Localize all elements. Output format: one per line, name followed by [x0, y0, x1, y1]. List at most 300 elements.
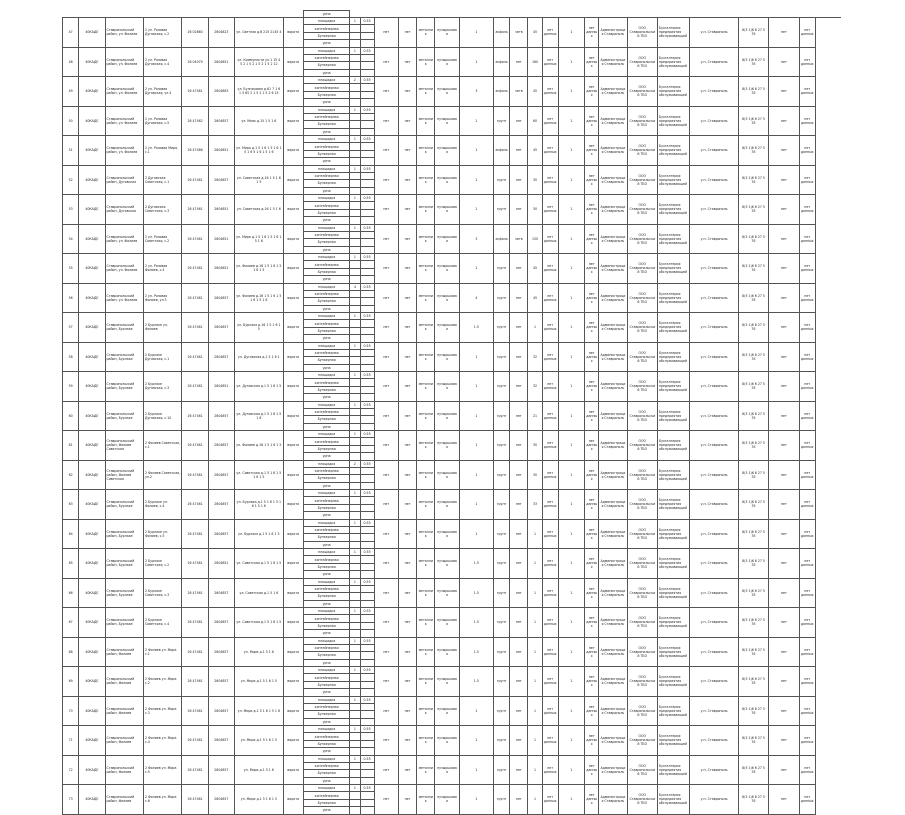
container-type-label: Бункерная: [304, 328, 350, 335]
cell-m2-part: [361, 571, 374, 577]
cell-m1-part: [350, 328, 359, 335]
cell-inn: 26 47461: [182, 608, 208, 638]
container-type-cell: [303, 755, 350, 785]
cell-addr: 2 ул. Розовая Дуговская, с.4: [143, 47, 181, 77]
cell-y: нет данных: [799, 165, 815, 195]
cell-bz: Бухгалтерия предприятия обслуживающей: [657, 785, 689, 815]
cell-m2-part: [361, 741, 374, 748]
cell-y: нет данных: [799, 77, 815, 107]
cell-y: нет данных: [799, 785, 815, 815]
cell-g: нет: [510, 47, 528, 77]
container-type-cell: [303, 136, 350, 166]
cell-m1: [350, 224, 360, 254]
cell-y: нет данных: [799, 431, 815, 461]
cell-b: нет: [398, 578, 416, 608]
cell-type: ворота: [283, 372, 303, 402]
cell-h: 45: [528, 18, 542, 48]
cell-tel: 8(5 1)6 6 27 5 35: [738, 696, 768, 726]
cell-bz: Бухгалтерия предприятия обслуживающей: [657, 401, 689, 431]
cell-m1-part: [350, 733, 359, 740]
container-type-cell: [303, 637, 350, 667]
container-type-label: площадка: [304, 313, 350, 320]
cell-sv: Администрация Ставрополь: [599, 254, 627, 284]
cell-sv: Администрация Ставрополь: [599, 106, 627, 136]
container-type-label: контейнерная: [304, 733, 350, 740]
cell-d: пузырьковая: [435, 401, 459, 431]
cell-e: 1.5: [459, 637, 493, 667]
cell-tel: 8(5 1)6 6 27 5 35: [738, 726, 768, 756]
cell-ooo: ООО Ставропольский ТБО: [627, 460, 657, 490]
cell-code: 40КАДЕ: [79, 165, 105, 195]
cell-sv: Администрация Ставрополь: [599, 283, 627, 313]
cell-type: ворота: [283, 726, 303, 756]
cell-c: металлик: [417, 165, 435, 195]
cell-m2-part: [361, 151, 374, 158]
cell-place: ул. Дуговская д.1 5 1 6 1: [235, 342, 284, 372]
table-row: [63, 18, 842, 48]
cell-m2: [360, 224, 374, 254]
cell-g: нет: [510, 490, 528, 520]
cell-sp: у.п. Ставрополь: [690, 460, 739, 490]
cell-m2-part: [361, 446, 374, 453]
cell-place: ул. Советская д.16 1 5 1 6 1 5: [235, 165, 284, 195]
cell-k: нет данных: [585, 47, 599, 77]
cell-kpp: 2604857: [208, 106, 234, 136]
cell-bz: Бухгалтерия предприятия обслуживающей: [657, 696, 689, 726]
cell-m1-part: [350, 542, 359, 548]
container-type-label: урна: [322, 218, 331, 223]
cell-f: асфаль: [494, 136, 510, 166]
container-type-cell: [303, 77, 350, 107]
container-type-label: Бункерная: [304, 623, 350, 630]
container-type-label: контейнерная: [304, 25, 350, 32]
cell-m2: [360, 18, 374, 48]
container-type-cell: [303, 195, 350, 225]
cell-sv: Администрация Ставрополь: [599, 785, 627, 815]
container-type-label: контейнерная: [304, 320, 350, 327]
cell-h: 30: [528, 431, 542, 461]
cell-b: нет: [398, 549, 416, 579]
cell-m2-part: [361, 792, 374, 799]
cell-j: 1: [558, 283, 584, 313]
cell-m1-part: 1: [350, 225, 359, 232]
cell-f: грунт: [494, 608, 510, 638]
cell-org: Ставропольский район, ул. Фолиев: [105, 106, 143, 136]
cell-x: нет: [769, 77, 799, 107]
cell-a: нет: [374, 401, 398, 431]
container-type-cell: [303, 431, 350, 461]
cell-m2-part: [361, 55, 374, 62]
container-type-label: Бункерная: [304, 180, 350, 187]
cell-f: грунт: [494, 401, 510, 431]
cell-k: нет данных: [585, 283, 599, 313]
container-type-label: Бункерная: [304, 357, 350, 364]
cell-m1-part: [350, 202, 359, 209]
cell-place: ул. Мира д.1 5 1 6 1 5: [235, 726, 284, 756]
cell-sp: у.п. Ставрополь: [690, 195, 739, 225]
cell-sp: у.п. Ставрополь: [690, 401, 739, 431]
cell-m2: [360, 490, 374, 520]
cell-type: ворота: [283, 578, 303, 608]
cell-org: Ставропольский район, Бурлаке: [105, 608, 143, 638]
cell-org: Ставропольский район, Фолиев: [105, 696, 143, 726]
cell-m1-part: [350, 630, 359, 636]
cell-c: металлик: [417, 726, 435, 756]
cell-m2-part: [361, 210, 374, 217]
cell-kpp: 2604857: [208, 431, 234, 461]
cell-k: нет данных: [585, 136, 599, 166]
cell-place: ул. Мира д.1 5 1 6 1 5: [235, 785, 284, 815]
cell-m2-part: 0.55: [361, 195, 374, 202]
cell-c: металлик: [417, 519, 435, 549]
cell-m2-part: 0.55: [361, 166, 374, 173]
cell-x: нет: [769, 106, 799, 136]
cell-g: нет: [510, 785, 528, 815]
container-type-label: Бункерная: [304, 269, 350, 276]
cell-x: нет: [769, 519, 799, 549]
container-type-label: урна: [322, 188, 331, 193]
cell-g: нет: [510, 696, 528, 726]
container-type-label: Бункерная: [304, 711, 350, 718]
cell-d: пузырьковая: [435, 18, 459, 48]
cell-n: 52: [63, 165, 79, 195]
cell-m2-part: [361, 180, 374, 187]
cell-m2-part: [361, 601, 374, 607]
cell-tel: 8(5 1)6 6 27 5 35: [738, 401, 768, 431]
container-type-label: контейнерная: [304, 527, 350, 534]
cell-d: пузырьковая: [435, 755, 459, 785]
container-type-label: контейнерная: [304, 143, 350, 150]
cell-m1: [350, 785, 360, 815]
container-type-cell: [303, 313, 350, 343]
cell-m2-part: 0.55: [361, 284, 374, 291]
cell-k: нет данных: [585, 165, 599, 195]
container-type-label: урна: [322, 159, 331, 164]
cell-m1-part: [350, 84, 359, 91]
cell-code: 40КАДЕ: [79, 283, 105, 313]
cell-m1-part: [350, 505, 359, 512]
cell-m2-part: [361, 394, 374, 400]
cell-m1-part: [350, 320, 359, 327]
cell-k: нет данных: [585, 401, 599, 431]
cell-y: нет данных: [799, 726, 815, 756]
cell-x: нет: [769, 165, 799, 195]
container-type-label: площадка: [304, 372, 350, 379]
cell-addr: 2 Фолиев ул. Мира с.2: [143, 667, 181, 697]
cell-tel: 8(5 1)6 6 27 5 35: [738, 224, 768, 254]
cell-m2: [360, 726, 374, 756]
cell-g: нет: [510, 401, 528, 431]
cell-f: грунт: [494, 342, 510, 372]
cell-bz: Бухгалтерия предприятия обслуживающей: [657, 313, 689, 343]
cell-code: 40КАДЕ: [79, 490, 105, 520]
container-type-label: Бункерная: [304, 505, 350, 512]
cell-m2-part: [361, 62, 374, 69]
cell-m2-part: [361, 733, 374, 740]
cell-m1-part: 1: [350, 697, 359, 704]
cell-g: нет: [510, 106, 528, 136]
cell-m1-part: [350, 660, 359, 666]
cell-n: 66: [63, 578, 79, 608]
cell-a: нет: [374, 726, 398, 756]
cell-k: нет данных: [585, 106, 599, 136]
cell-m2-part: 0.55: [361, 726, 374, 733]
cell-m1-part: [350, 593, 359, 600]
cell-sv: Администрация Ставрополь: [599, 313, 627, 343]
cell-m1: [350, 460, 360, 490]
cell-m1-part: [350, 674, 359, 681]
cell-c: металлик: [417, 77, 435, 107]
container-type-label: площадка: [304, 667, 350, 674]
cell-m1-part: [350, 121, 359, 128]
cell-b: нет: [398, 490, 416, 520]
cell-m2-part: [361, 689, 374, 695]
cell-inn: 26 47461: [182, 254, 208, 284]
table-row: [63, 637, 842, 667]
cell-i: нет данных: [542, 726, 558, 756]
cell-m2-part: 0.55: [361, 77, 374, 84]
table-body: [63, 11, 842, 815]
cell-sv: Администрация Ставрополь: [599, 165, 627, 195]
cell-x: нет: [769, 608, 799, 638]
cell-m1-part: [350, 210, 359, 217]
cell-m2-part: [361, 660, 374, 666]
cell-m1-part: [350, 468, 359, 475]
container-type-label: Бункерная: [304, 298, 350, 305]
cell-m1-part: [350, 424, 359, 430]
cell-c: металлик: [417, 136, 435, 166]
cell-inn: 26 47461: [182, 283, 208, 313]
cell-f: грунт: [494, 519, 510, 549]
container-type-label: площадка: [304, 726, 350, 733]
cell-y: нет данных: [799, 195, 815, 225]
cell-y: нет данных: [799, 106, 815, 136]
cell-sp: у.п. Ставрополь: [690, 431, 739, 461]
cell-sp: у.п. Ставрополь: [690, 519, 739, 549]
cell-f: грунт: [494, 578, 510, 608]
cell-j: 1: [558, 195, 584, 225]
cell-place: ул. Маяк д.15 1 5 1 6: [235, 106, 284, 136]
container-type-label: урна: [322, 542, 331, 547]
container-type-label: контейнерная: [304, 674, 350, 681]
cell-y: нет данных: [799, 460, 815, 490]
table-row: [63, 549, 842, 579]
cell-sp: у.п. Ставрополь: [690, 283, 739, 313]
cell-inn: 26 47466: [182, 136, 208, 166]
cell-ooo: ООО Ставропольский ТБО: [627, 785, 657, 815]
container-type-label: площадка: [304, 225, 350, 232]
cell-sv: Администрация Ставрополь: [599, 667, 627, 697]
cell-m2: [360, 608, 374, 638]
cell-m2-part: [361, 217, 374, 223]
cell-org: Ставропольский район, Бурлаке: [105, 578, 143, 608]
container-type-label: площадка: [304, 77, 350, 84]
container-type-label: контейнерная: [304, 379, 350, 386]
cell-kpp: 2604857: [208, 755, 234, 785]
container-type-cell: [303, 254, 350, 284]
cell-f: грунт: [494, 106, 510, 136]
cell-place: ул. Мира д.1 5 1 6 1 5: [235, 667, 284, 697]
cell-c: металлик: [417, 637, 435, 667]
cell-inn: 26 47461: [182, 401, 208, 431]
cell-m2-part: [361, 615, 374, 622]
cell-addr: 2 Бурлаке Советская, с.2: [143, 549, 181, 579]
cell-bz: Бухгалтерия предприятия обслуживающей: [657, 549, 689, 579]
cell-a: нет: [374, 283, 398, 313]
cell-m1-part: [350, 306, 359, 312]
table-row: [63, 47, 842, 77]
cell-e: 1.5: [459, 608, 493, 638]
cell-c: металлик: [417, 755, 435, 785]
cell-m2-part: [361, 623, 374, 630]
cell-place: ул. Булгаковая д.61 7 1 6 1 5 65 2 1 5 2 1 5 2 6 15: [235, 77, 284, 107]
cell-g: нет: [510, 637, 528, 667]
cell-bz: Бухгалтерия предприятия обслуживающей: [657, 519, 689, 549]
container-type-label: урна: [322, 808, 331, 813]
cell-k: нет данных: [585, 342, 599, 372]
cell-m2: [360, 637, 374, 667]
cell-bz: Бухгалтерия предприятия обслуживающей: [657, 77, 689, 107]
container-type-label: площадка: [304, 461, 350, 468]
cell-y: нет данных: [799, 224, 815, 254]
cell-m2-part: [361, 239, 374, 246]
cell-f: грунт: [494, 490, 510, 520]
cell-m1-part: [350, 534, 359, 541]
cell-place: ул. Дуговская д.1 5 1 6 1 5: [235, 372, 284, 402]
cell-h: 21: [528, 401, 542, 431]
container-type-label: Бункерная: [304, 564, 350, 571]
container-type-cell: [303, 401, 350, 431]
cell-code: 40КАДЕ: [79, 785, 105, 815]
cell-kpp: 2604857: [208, 608, 234, 638]
cell-place: ул. Фолиев д.16 1 5 1 6 1 5: [235, 431, 284, 461]
cell-sp: у.п. Ставрополь: [690, 224, 739, 254]
cell-g: нет: [510, 165, 528, 195]
cell-org: Ставропольский район, ул. Фолиев: [105, 18, 143, 48]
cell-e: 1.5: [459, 549, 493, 579]
cell-k: нет данных: [585, 578, 599, 608]
cell-org: Ставропольский район, Бурлаке: [105, 372, 143, 402]
table-row: [63, 254, 842, 284]
cell-m2-part: [361, 645, 374, 652]
cell-m2-part: [361, 778, 374, 784]
cell-j: 1: [558, 431, 584, 461]
cell-bz: Бухгалтерия предприятия обслуживающей: [657, 47, 689, 77]
cell-m2: [360, 785, 374, 815]
cell-c: металлик: [417, 696, 435, 726]
cell-m1-part: [350, 276, 359, 282]
cell-m2-part: [361, 291, 374, 298]
cell-addr: 2 ул. Розовая Мира, с.1: [143, 136, 181, 166]
container-type-label: площадка: [304, 254, 350, 261]
cell-x: нет: [769, 372, 799, 402]
container-type-cell: [303, 372, 350, 402]
cell-m1-part: [350, 379, 359, 386]
cell-m2: [360, 77, 374, 107]
cell-org: Ставропольский район, Фолиев Советская: [105, 460, 143, 490]
cell-c: металлик: [417, 195, 435, 225]
cell-d: пузырьковая: [435, 106, 459, 136]
cell-inn: 26 47461: [182, 431, 208, 461]
cell-d: пузырьковая: [435, 195, 459, 225]
cell-place: ул. Мира д.1 5 1 6 1 5 1 6 1 5 1 6: [235, 224, 284, 254]
cell-m2: [360, 47, 374, 77]
cell-bz: Бухгалтерия предприятия обслуживающей: [657, 165, 689, 195]
cell-i: нет данных: [542, 755, 558, 785]
cell-sp: у.п. Ставрополь: [690, 313, 739, 343]
cell-a: нет: [374, 490, 398, 520]
cell-m1-part: [350, 40, 359, 46]
cell-h: 45: [528, 136, 542, 166]
cell-addr: 2 ул. Розовая Дуговская, с.2: [143, 18, 181, 48]
cell-n: 55: [63, 254, 79, 284]
cell-m2: [360, 342, 374, 372]
cell-addr: 2 Бурлаке ул. Фолиев, с.4: [143, 490, 181, 520]
container-type-label: площадка: [304, 195, 350, 202]
cell-org: Ставропольский район, Бурлаке: [105, 549, 143, 579]
cell-kpp: 2604857: [208, 313, 234, 343]
cell-n: 71: [63, 726, 79, 756]
cell-bz: Бухгалтерия предприятия обслуживающей: [657, 637, 689, 667]
container-type-label: контейнерная: [304, 202, 350, 209]
cell-b: нет: [398, 637, 416, 667]
cell-y: нет данных: [799, 372, 815, 402]
container-type-cell: [303, 106, 350, 136]
cell-inn: 26 47461: [182, 342, 208, 372]
cell-org: Ставропольский район, Фолиев Советская: [105, 431, 143, 461]
cell-m1-part: [350, 350, 359, 357]
table-row: [63, 785, 842, 815]
cell-m1-part: [350, 180, 359, 187]
cell-addr: 2 ул. Розовая Советская, с.2: [143, 224, 181, 254]
container-type-cell: [303, 667, 350, 697]
cell-j: 1: [558, 696, 584, 726]
cell-g: четв: [510, 18, 528, 48]
cell-x: нет: [769, 637, 799, 667]
cell-sv: Администрация Ставрополь: [599, 136, 627, 166]
cell-y: нет данных: [799, 18, 815, 48]
cell-sv: Администрация Ставрополь: [599, 755, 627, 785]
cell-e: 1: [459, 254, 493, 284]
cell-m2: [360, 519, 374, 549]
cell-m1: [350, 519, 360, 549]
cell-y: нет данных: [799, 313, 815, 343]
cell-addr: 2 Бурлаке Советская, с.4: [143, 608, 181, 638]
cell-org: Ставропольский район, Фолиев: [105, 726, 143, 756]
cell-d: пузырьковая: [435, 342, 459, 372]
cell-type: ворота: [283, 519, 303, 549]
container-type-label: площадка: [304, 431, 350, 438]
cell-m1-part: 1: [350, 608, 359, 615]
cell-e: 1: [459, 18, 493, 48]
cell-m1-part: 1: [350, 549, 359, 556]
cell-tel: 8(5 1)6 6 27 5 35: [738, 667, 768, 697]
cell-m1-part: [350, 143, 359, 150]
cell-bz: Бухгалтерия предприятия обслуживающей: [657, 224, 689, 254]
cell-m2: [360, 667, 374, 697]
cell-c: металлик: [417, 224, 435, 254]
cell-tel: 8(5 1)6 6 27 5 35: [738, 77, 768, 107]
cell-m1-part: [350, 269, 359, 276]
cell-m2: [360, 401, 374, 431]
cell-m2-part: [361, 586, 374, 593]
cell-m2-part: [361, 416, 374, 423]
table-row: [63, 490, 842, 520]
container-type-label: урна: [322, 690, 331, 695]
container-type-label: контейнерная: [304, 114, 350, 121]
cell-sv: Администрация Ставрополь: [599, 578, 627, 608]
table-row: [63, 460, 842, 490]
